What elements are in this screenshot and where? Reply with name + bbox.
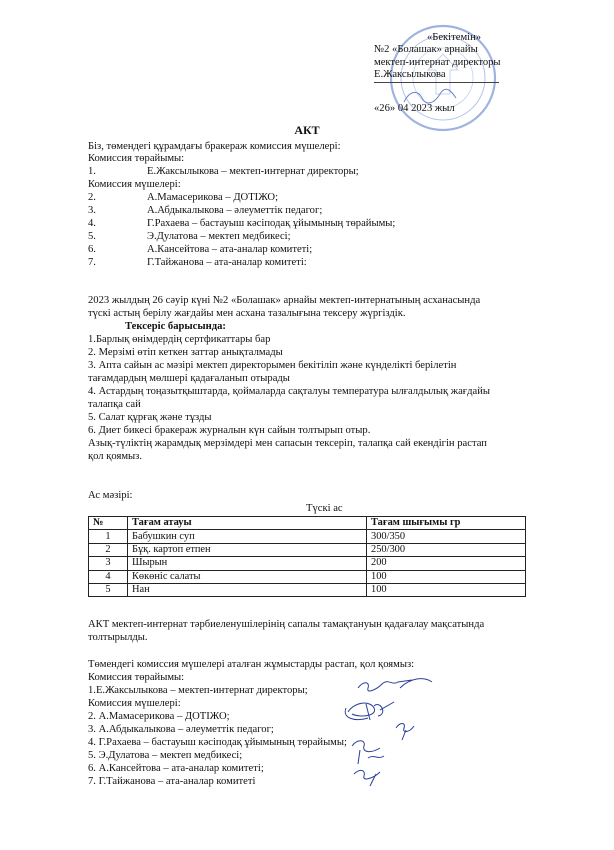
member-name: А.Мамасерикова – ДОТІЖО; [147,192,279,203]
chair-name: Е.Жаксылыкова – мектеп-интернат директоры; [147,166,359,177]
paragraph-2-line: АКТ мектеп-интернат тәрбиеленушілерінің сапалы тамақтануын қадағалау мақсатында [88,619,485,630]
menu-label: Ас мәзірі: [88,490,133,501]
table-row [89,530,526,543]
finding-line: Азық-түліктің жарамдық мерзімдері мен сапасын тексеріп, талапқа сай екендігін растап [88,438,487,449]
paragraph-2-line: толтырылды. [88,632,148,643]
director-approval-signature [400,86,458,108]
table-header-cell: Тағам шығымы гр [367,517,526,530]
table-cell: 1 [89,530,128,543]
intro-text: Біз, төмендегі құрамдағы бракераж комиссия мүшелері: [88,141,341,152]
sign-member: 2. А.Мамасерикова – ДОТІЖО; [88,711,230,722]
member-name: А.Абдыкалыкова – әлеуметтік педагог; [147,205,323,216]
finding-line: 4. Астардың тоңазытқыштарда, қоймаларда сақталуы температура ылғалдылық жағдайы [88,386,491,397]
table-row [89,570,526,583]
member-name: А.Кансейтова – ата-аналар комитеті; [147,244,313,255]
member-name: Э.Дулатова – мектеп медбикесі; [147,231,291,242]
table-cell: Көкөніс салаты [128,570,367,583]
table-cell: 250/300 [367,543,526,556]
table-cell: 4 [89,570,128,583]
table-cell: Нан [128,583,367,596]
sign-member: 6. А.Кансейтова – ата-аналар комитеті; [88,763,264,774]
approval-title: «Бекітемін» [426,32,482,43]
table-row [89,583,526,596]
member-number: 3. [88,205,96,216]
finding-line: қол қоямыз. [88,451,143,462]
table-cell: Бабушкин суп [128,530,367,543]
table-cell: 3 [89,557,128,570]
table-cell: 200 [367,557,526,570]
paragraph-1-line: түскі астың берілу жағдайы мен асхана тазалығына тексеру жүргіздік. [88,308,406,319]
members-heading: Комиссия мүшелері: [88,179,181,190]
sign-members-heading: Комиссия мүшелері: [88,698,181,709]
table-row [89,557,526,570]
finding-line: 5. Салат құрғақ және тұзды [88,412,212,423]
sign-member: 3. А.Абдыкалыкова – әлеуметтік педагог; [88,724,274,735]
sign-member: 4. Г.Рахаева – бастауыш кәсіподақ ұйымының төрайымы; [88,737,347,748]
table-cell: 5 [89,583,128,596]
chair-heading: Комиссия төрайымы: [88,153,185,164]
table-cell: Шырын [128,557,367,570]
sign-chair: 1.Е.Жаксылыкова – мектеп-интернат директоры; [88,685,308,696]
document-title: АКТ [294,123,320,137]
member-number: 5. [88,231,96,242]
approval-date: «26» 04 2023 жыл [374,102,455,114]
member-name: Г.Тайжанова – ата-аналар комитеті: [147,257,307,268]
table-header-cell: Тағам атауы [128,517,367,530]
member-number: 6. [88,244,96,255]
table-caption: Түскі ас [306,503,343,514]
finding-line: 3. Апта сайын ас мәзірі мектеп директорымен бекітіліп және күнделікті берілетін [88,360,457,371]
menu-table [88,516,526,597]
paragraph-1-line: 2023 жылдың 26 сәуір күні №2 «Болашак» арнайы мектеп-интернатының асханасында [88,295,481,306]
confirm-intro: Төмендегі комиссия мүшелері аталған жұмыстарды растап, қол қоямыз: [88,659,415,670]
table-cell: 2 [89,543,128,556]
table-cell: 100 [367,570,526,583]
check-heading: Тексеріс барысында: [125,321,226,332]
chair-number: 1. [88,166,96,177]
member-number: 4. [88,218,96,229]
commission-signatures [340,674,440,794]
sign-chair-heading: Комиссия төрайымы: [88,672,185,683]
finding-line: 2. Мерзімі өтіп кеткен заттар анықталмады [88,347,283,358]
finding-line: тағамдардың мөлшері қадағаланып отырады [88,373,290,384]
member-number: 7. [88,257,96,268]
sign-member: 7. Г.Тайжанова – ата-аналар комитеті [88,776,256,787]
finding-line: 6. Диет бикесі бракераж журналын күн сайын толтырып отыр. [88,425,371,436]
member-number: 2. [88,192,96,203]
sign-member: 5. Э.Дулатова – мектеп медбикесі; [88,750,243,761]
table-cell: Бұқ. картоп етпен [128,543,367,556]
table-row [89,543,526,556]
table-header-row [89,517,526,530]
table-header-cell: № [89,517,128,530]
approval-line-1: №2 «Болашак» арнайы [374,44,478,56]
approval-director-name: Е.Жаксылыкова [374,69,499,82]
approval-line-2: мектеп-интернат директоры [374,56,501,68]
table-cell: 100 [367,583,526,596]
finding-line: 1.Барлық өнімдердің сертфикаттары бар [88,334,271,345]
table-cell: 300/350 [367,530,526,543]
finding-line: талапқа сай [88,399,141,410]
member-name: Г.Рахаева – бастауыш кәсіподақ ұйымының төрайымы; [147,218,396,229]
